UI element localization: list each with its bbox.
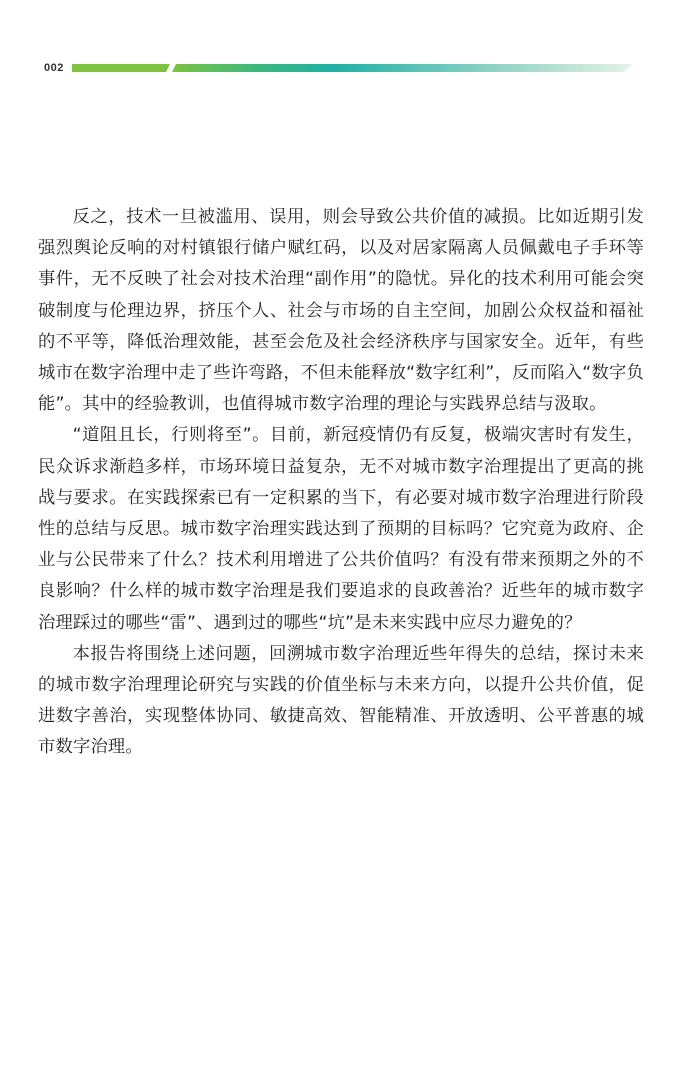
page-number: 002 xyxy=(44,62,64,74)
paragraph-1: 反之，技术一旦被滥用、误用，则会导致公共价值的减损。比如近期引发强烈舆论反响的对村镇银行储户赋红码，以及对居家隔离人员佩戴电子手环等事件，无不反映了社会对技术治理“副作用”的隐忧。异化的技术利用可能会突破制度与伦理边界，挤压个人、社会与市场的自主空间，加剧公众权益和福祉的不平等，降低治理效能，甚至会危及社会经济秩序与国家安全。近年，有些城市在数字治理中走了些许弯路，不但未能释放“数字红利”，反而陷入“数字负能”。其中的经验教训，也值得城市数字治理的理论与实践界总结与汲取。 xyxy=(38,207,644,415)
header-bar-left-segment xyxy=(72,64,170,72)
header-bar-right-segment xyxy=(172,64,632,72)
page-header xyxy=(0,58,680,80)
body-text xyxy=(38,202,644,764)
header-accent-bar xyxy=(72,64,632,72)
paragraph-3: 本报告将围绕上述问题，回溯城市数字治理近些年得失的总结，探讨未来的城市数字治理理论研究与实践的价值坐标与未来方向，以提升公共价值，促进数字善治，实现整体协同、敏捷高效、智能精准、开放透明、公平普惠的城市数字治理。 xyxy=(38,643,644,758)
paragraph-2: “道阻且长，行则将至”。目前，新冠疫情仍有反复，极端灾害时有发生，民众诉求渐趋多样，市场环境日益复杂，无不对城市数字治理提出了更高的挑战与要求。在实践探索已有一定积累的当下，有必要对城市数字治理进行阶段性的总结与反思。城市数字治理实践达到了预期的目标吗？它究竟为政府、企业与公民带来了什么？技术利用增进了公共价值吗？有没有带来预期之外的不良影响？什么样的城市数字治理是我们要追求的良政善治？近些年的城市数字治理踩过的哪些“雷”、遇到过的哪些“坑”是未来实践中应尽力避免的？ xyxy=(38,425,644,633)
